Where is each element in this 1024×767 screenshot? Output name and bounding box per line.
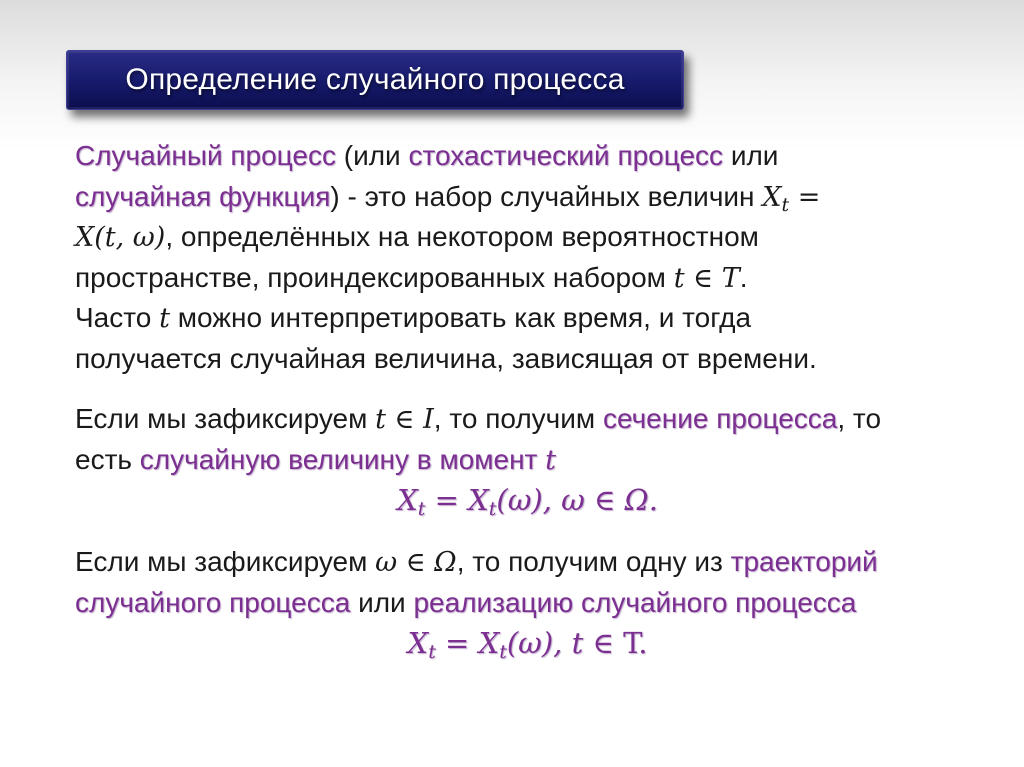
text-fragment: пространстве, проиндексированных набором — [75, 261, 674, 293]
math-omega-in-Omega: ω ∈ Ω — [375, 547, 457, 578]
text-fragment: (или — [335, 140, 409, 171]
paragraph-gap — [75, 379, 980, 399]
math-t: t — [545, 444, 557, 476]
text-fragment: , то — [837, 403, 882, 434]
math-X: X — [762, 181, 782, 213]
text-fragment: есть — [75, 443, 140, 475]
paragraph-section — [75, 399, 980, 522]
text-fragment: Если мы зафиксируем — [75, 546, 376, 577]
text-line — [75, 440, 980, 481]
slide-body — [75, 136, 980, 665]
term-random-function: случайная функция — [75, 180, 331, 212]
formula-trajectory — [75, 623, 980, 665]
formula-part: T. — [623, 626, 648, 660]
text-line — [75, 136, 980, 177]
text-fragment: ) - это набор случайных величин — [330, 180, 763, 212]
formula-subscript: t — [428, 641, 436, 663]
formula-part: X — [397, 483, 418, 517]
text-line — [75, 298, 980, 339]
text-line — [75, 339, 980, 380]
formula-section — [75, 480, 980, 522]
math-X-t-omega: X(t, ω) — [75, 222, 166, 253]
text-line — [75, 217, 980, 258]
term-trajectories: траекторий — [730, 546, 878, 577]
slide-title: Определение случайного процесса — [125, 63, 625, 96]
paragraph-trajectory — [75, 542, 980, 665]
formula-subscript: t — [417, 498, 426, 520]
term-stochastic-process: стохастический процесс — [408, 140, 724, 171]
paragraph-gap — [75, 522, 980, 542]
term-realization: реализацию случайного процесса — [413, 586, 857, 618]
formula-subscript: t — [499, 641, 507, 663]
text-fragment: , то получим — [433, 403, 603, 434]
math-t: t — [159, 303, 170, 334]
text-fragment: , то получим одну из — [456, 546, 731, 577]
formula-part: (ω), t ∈ — [506, 626, 624, 660]
formula-part: = X — [425, 483, 489, 517]
term-random-process: Случайный процесс — [75, 140, 336, 171]
paragraph-definition — [75, 136, 980, 379]
text-line — [75, 399, 980, 440]
text-line — [75, 258, 980, 299]
text-fragment: можно интерпретировать как время, и тогда — [169, 302, 752, 333]
text-line — [75, 542, 980, 583]
text-fragment: Часто — [75, 302, 160, 333]
formula-subscript: t — [488, 498, 497, 520]
formula-part: X — [407, 626, 429, 660]
text-fragment: или — [723, 140, 779, 171]
slide-title-box — [66, 50, 684, 110]
text-fragment: получается случайная величина, зависящая от времени. — [75, 342, 817, 374]
term-random-variable-at-moment: случайную величину в момент — [139, 443, 546, 475]
text-line — [75, 583, 980, 624]
math-t-in-T: t ∈ T — [673, 262, 740, 294]
text-fragment: , определённых на некотором вероятностном — [165, 221, 759, 252]
term-process-section: сечение процесса — [602, 403, 838, 434]
term-trajectories-cont: случайного процесса — [75, 586, 351, 618]
text-fragment: Если мы зафиксируем — [75, 403, 376, 434]
text-line — [75, 177, 980, 218]
math-equals: = — [789, 181, 821, 213]
math-subscript-t: t — [781, 193, 790, 216]
math-t-in-I: t ∈ I — [375, 404, 434, 435]
text-fragment: . — [739, 261, 748, 293]
text-fragment: или — [350, 586, 414, 618]
formula-part: = X — [435, 626, 500, 660]
formula-part: (ω), ω ∈ Ω. — [496, 483, 658, 517]
